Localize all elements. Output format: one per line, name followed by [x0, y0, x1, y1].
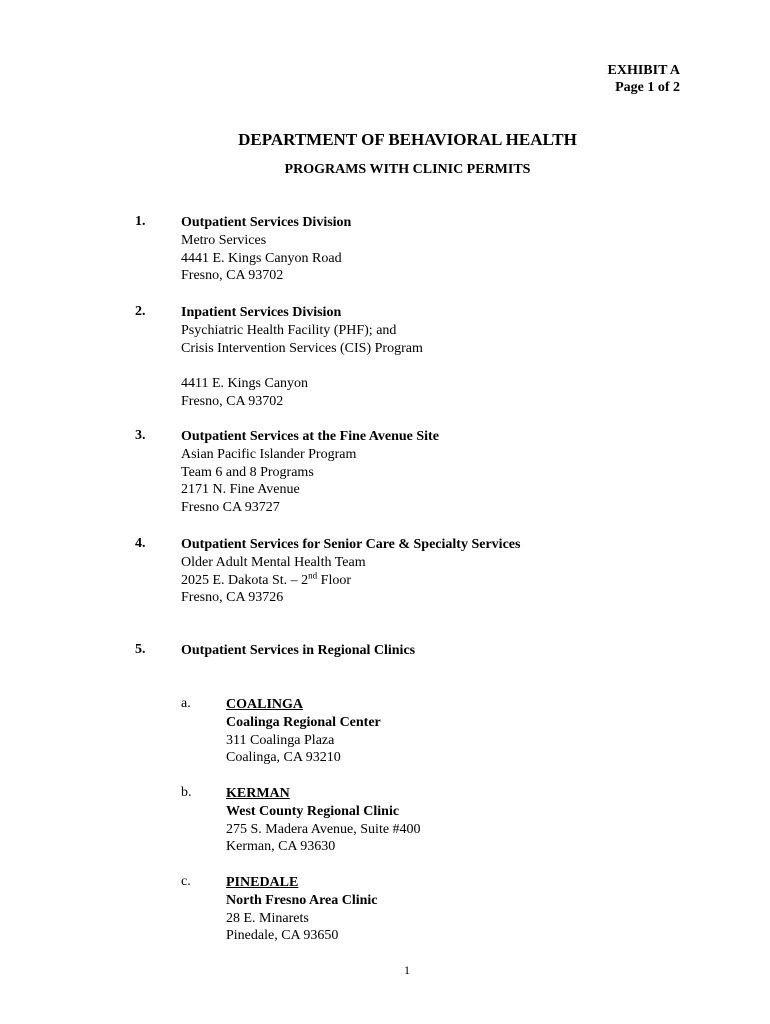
- clinic-letter: b.: [181, 785, 192, 800]
- clinic-letter: a.: [181, 696, 191, 711]
- item-line: Crisis Intervention Services (CIS) Program: [181, 340, 423, 356]
- item-number: 5.: [135, 642, 146, 657]
- clinic-address: 275 S. Madera Avenue, Suite #400: [226, 821, 421, 837]
- exhibit-header: [608, 62, 681, 96]
- item-number: 2.: [135, 304, 146, 319]
- clinic-letter: c.: [181, 874, 191, 889]
- item-number: 1.: [135, 214, 146, 229]
- item-heading: Outpatient Services in Regional Clinics: [181, 643, 416, 658]
- clinic-citystate: Pinedale, CA 93650: [226, 928, 339, 944]
- item-line: Fresno, CA 93726: [181, 590, 284, 606]
- page-subtitle: PROGRAMS WITH CLINIC PERMITS: [284, 162, 531, 177]
- item-heading: Outpatient Services for Senior Care & Specialty Services: [181, 537, 521, 552]
- clinic-address: 311 Coalinga Plaza: [226, 732, 335, 748]
- item-line: Psychiatric Health Facility (PHF); and: [181, 322, 397, 338]
- clinic-city: PINEDALE: [226, 875, 299, 890]
- item-line: Fresno, CA 93702: [181, 268, 284, 284]
- item-number: 3.: [135, 428, 146, 443]
- item-heading: Outpatient Services Division: [181, 215, 352, 230]
- clinic-address: 28 E. Minarets: [226, 910, 309, 926]
- clinic-name: West County Regional Clinic: [226, 803, 400, 819]
- item-line: 4411 E. Kings Canyon: [181, 376, 309, 392]
- item-line: Metro Services: [181, 232, 267, 248]
- clinic-citystate: Kerman, CA 93630: [226, 839, 336, 855]
- item-line: Team 6 and 8 Programs: [181, 464, 314, 480]
- clinic-citystate: Coalinga, CA 93210: [226, 750, 341, 766]
- item-line: 2025 E. Dakota St. – 2nd Floor: [181, 569, 351, 588]
- clinic-name: Coalinga Regional Center: [226, 714, 381, 730]
- item-line: Fresno, CA 93702: [181, 393, 284, 409]
- item-line: 2171 N. Fine Avenue: [181, 482, 300, 498]
- item-line: Older Adult Mental Health Team: [181, 554, 366, 570]
- page-number: 1: [404, 963, 410, 977]
- item-line: Asian Pacific Islander Program: [181, 446, 357, 462]
- exhibit-label: EXHIBIT A: [607, 63, 680, 78]
- item-line: Fresno CA 93727: [181, 500, 280, 516]
- item-heading: Outpatient Services at the Fine Avenue Site: [181, 429, 439, 444]
- clinic-city: COALINGA: [226, 697, 304, 712]
- page-indicator: Page 1 of 2: [615, 80, 680, 95]
- item-heading: Inpatient Services Division: [181, 305, 342, 320]
- item-number: 4.: [135, 536, 146, 551]
- clinic-name: North Fresno Area Clinic: [226, 892, 378, 908]
- item-line: 4441 E. Kings Canyon Road: [181, 250, 342, 266]
- clinic-city: KERMAN: [226, 786, 290, 801]
- page-title: DEPARTMENT OF BEHAVIORAL HEALTH: [238, 130, 577, 149]
